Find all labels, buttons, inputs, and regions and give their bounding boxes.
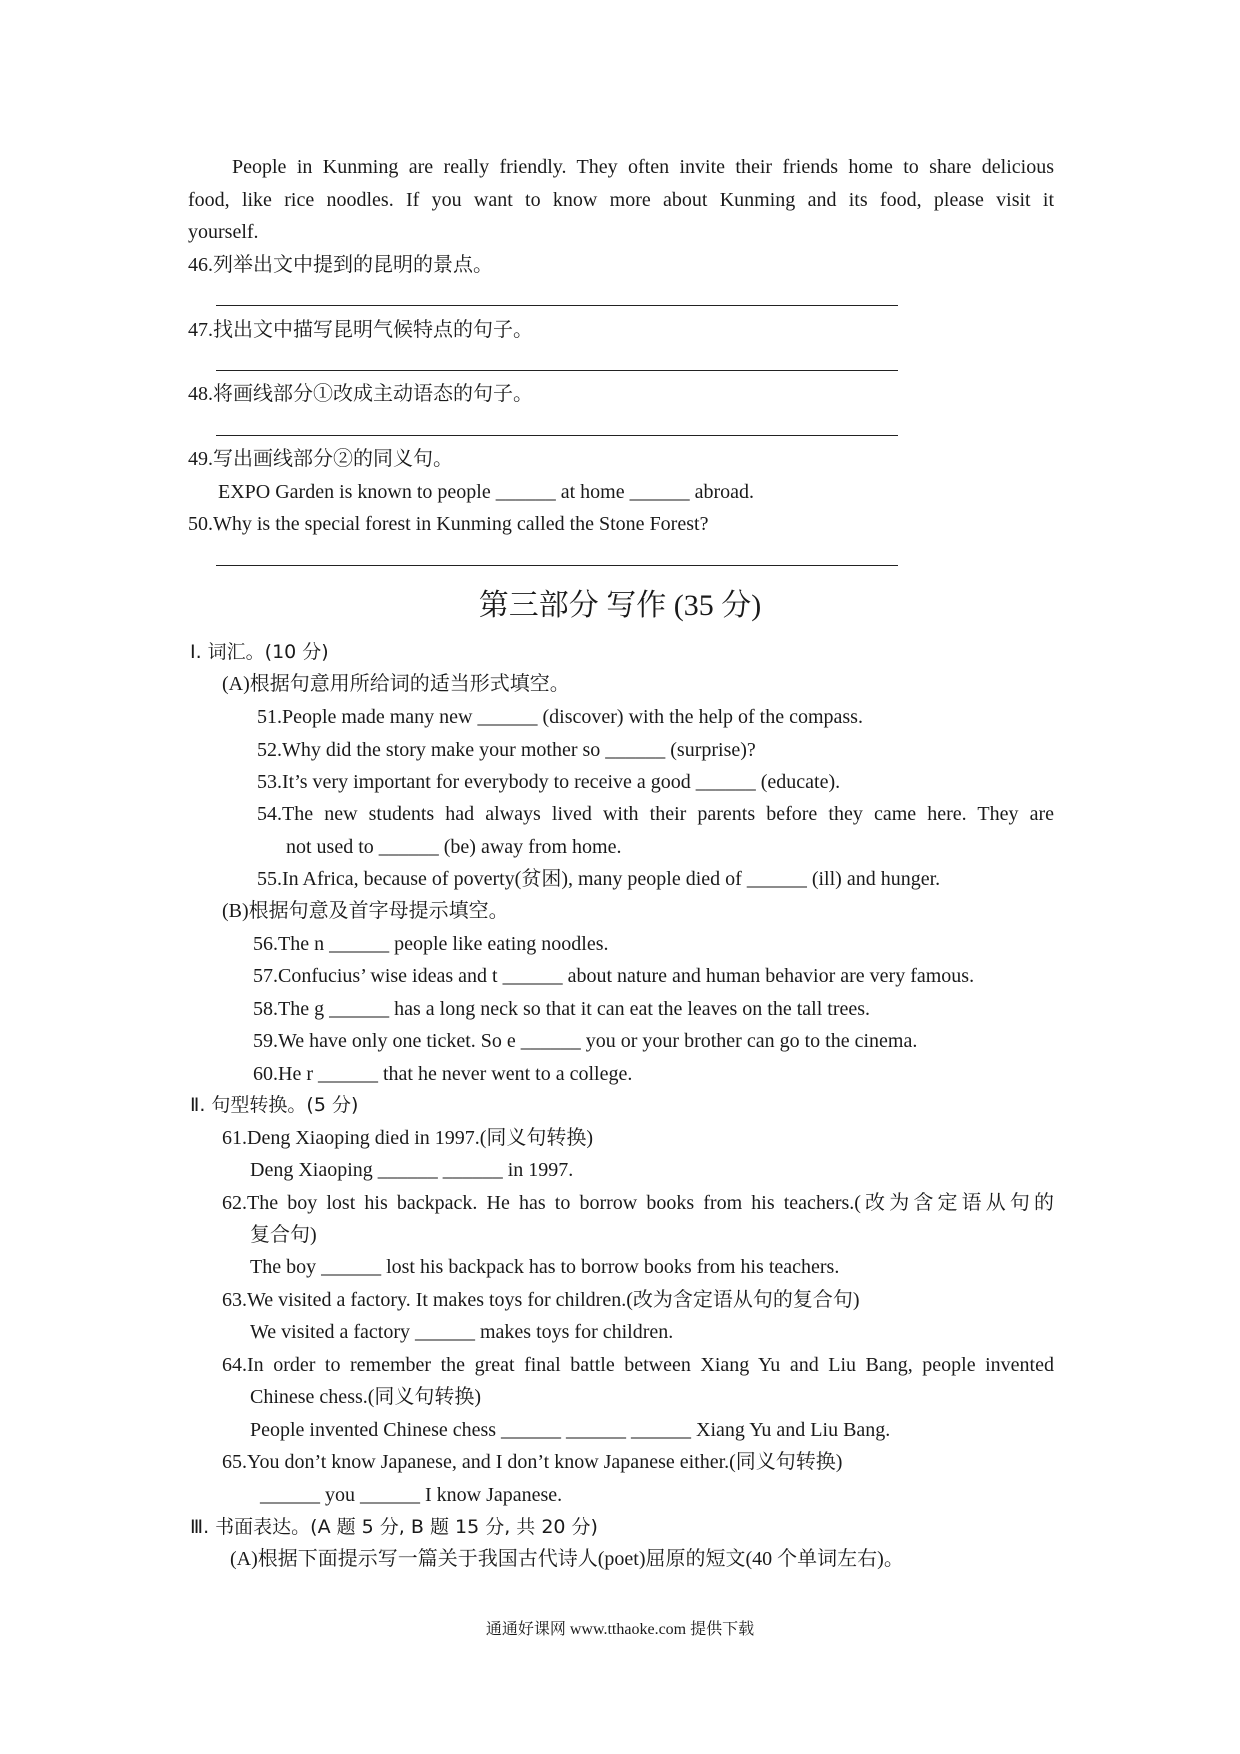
writing-a-title: (A)根据下面提示写一篇关于我国古代诗人(poet)屈原的短文(40 个单词左右)。 — [230, 1548, 904, 1570]
question-60: 60.He r ______ that he never went to a college. — [253, 1063, 633, 1085]
question-63-blank: We visited a factory ______ makes toys for children. — [250, 1321, 674, 1343]
question-55: 55.In Africa, because of poverty(贫困), many people died of ______ (ill) and hunger. — [257, 868, 941, 890]
question-49: 49.写出画线部分②的同义句。 — [188, 448, 453, 470]
question-57: 57.Confucius’ wise ideas and t ______ about nature and human behavior are very famous. — [253, 965, 975, 987]
question-51: 51.People made many new ______ (discover) with the help of the compass. — [257, 706, 863, 728]
question-47: 47.找出文中描写昆明气候特点的句子。 — [188, 319, 533, 341]
part3-title: 第三部分 写作 (35 分) — [478, 589, 762, 622]
question-63: 63.We visited a factory. It makes toys for children.(改为含定语从句的复合句) — [222, 1289, 860, 1311]
passage-line: People in Kunming are really friendly. They often invite their friends home to share delicious — [232, 156, 1054, 178]
question-61-blank: Deng Xiaoping ______ ______ in 1997. — [250, 1159, 574, 1181]
question-46: 46.列举出文中提到的昆明的景点。 — [188, 254, 493, 276]
question-56: 56.The n ______ people like eating noodles. — [253, 933, 609, 955]
question-61: 61.Deng Xiaoping died in 1997.(同义句转换) — [222, 1127, 594, 1149]
question-64-cont: Chinese chess.(同义句转换) — [250, 1386, 482, 1408]
question-50: 50.Why is the special forest in Kunming called the Stone Forest? — [188, 513, 709, 535]
question-62-blank: The boy ______ lost his backpack has to borrow books from his teachers. — [250, 1256, 840, 1278]
question-54: 54.The new students had always lived with their parents before they came here. They are — [257, 803, 1054, 825]
question-62: 62.The boy lost his backpack. He has to borrow books from his teachers.(改为含定语从句的 — [222, 1192, 1054, 1214]
passage-line: food, like rice noodles. If you want to know more about Kunming and its food, please visit it — [188, 189, 1054, 211]
vocab-a-title: (A)根据句意用所给词的适当形式填空。 — [222, 673, 570, 695]
question-65-blank: ______ you ______ I know Japanese. — [260, 1484, 563, 1506]
section-vocab-title: Ⅰ. 词汇。(10 分) — [190, 641, 329, 663]
section-writing-title: Ⅲ. 书面表达。(A 题 5 分, B 题 15 分, 共 20 分) — [190, 1516, 598, 1538]
question-54-cont: not used to ______ (be) away from home. — [286, 836, 622, 858]
answer-line-48[interactable] — [216, 435, 898, 436]
passage-line: yourself. — [188, 221, 259, 243]
question-59: 59.We have only one ticket. So e ______ you or your brother can go to the cinema. — [253, 1030, 918, 1052]
question-52: 52.Why did the story make your mother so ______ (surprise)? — [257, 739, 756, 761]
question-62-cont: 复合句) — [250, 1224, 317, 1246]
question-49-blank-sentence: EXPO Garden is known to people ______ at home ______ abroad. — [218, 481, 755, 503]
question-65: 65.You don’t know Japanese, and I don’t know Japanese either.(同义句转换) — [222, 1451, 843, 1473]
vocab-b-title: (B)根据句意及首字母提示填空。 — [222, 900, 509, 922]
answer-line-50[interactable] — [216, 565, 898, 566]
question-58: 58.The g ______ has a long neck so that it can eat the leaves on the tall trees. — [253, 998, 871, 1020]
section-transform-title: Ⅱ. 句型转换。(5 分) — [190, 1094, 359, 1116]
question-64: 64.In order to remember the great final battle between Xiang Yu and Liu Bang, people invented — [222, 1354, 1054, 1376]
answer-line-46[interactable] — [216, 305, 898, 306]
answer-line-47[interactable] — [216, 370, 898, 371]
page-footer: 通通好课网 www.tthaoke.com 提供下载 — [485, 1621, 755, 1638]
question-53: 53.It’s very important for everybody to receive a good ______ (educate). — [257, 771, 841, 793]
question-48: 48.将画线部分①改成主动语态的句子。 — [188, 383, 533, 405]
question-64-blank: People invented Chinese chess ______ ______ ______ Xiang Yu and Liu Bang. — [250, 1419, 891, 1441]
